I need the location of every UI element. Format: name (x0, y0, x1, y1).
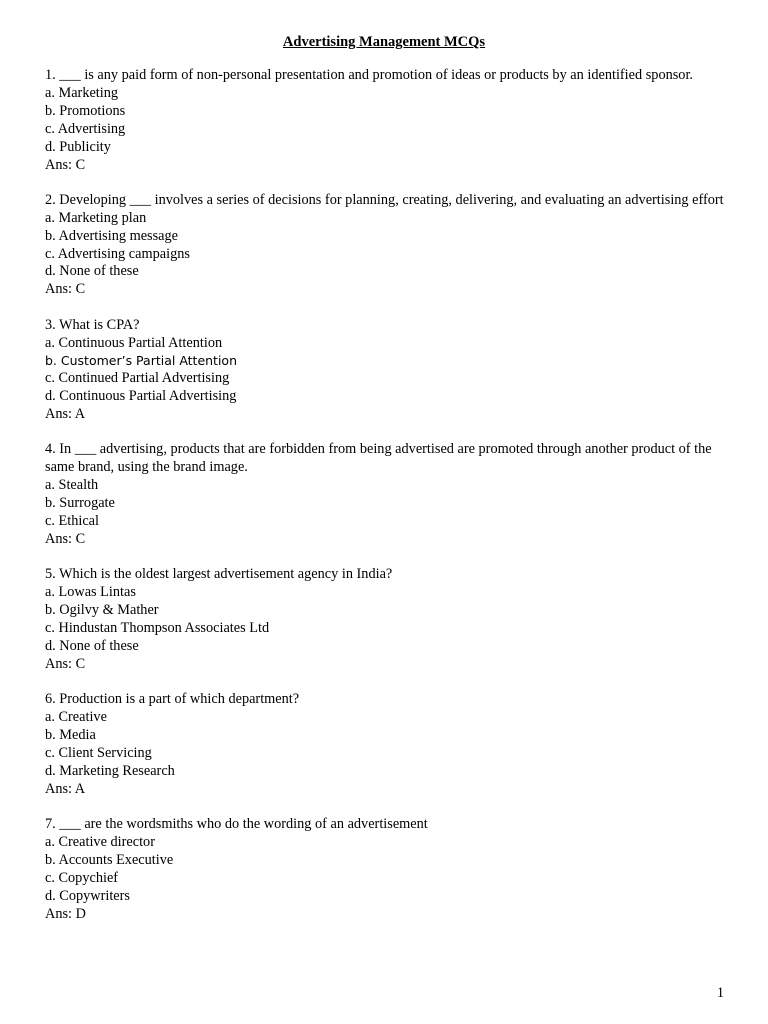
answer-text: Ans: C (45, 531, 86, 548)
question-text: 6. Production is a part of which department? (45, 691, 300, 708)
option-b: b. Ogilvy & Mather (45, 602, 159, 619)
option-a: a. Marketing (45, 84, 119, 101)
option-c: c. Hindustan Thompson Associates Ltd (45, 620, 270, 637)
option-d: d. Copywriters (45, 887, 130, 904)
option-c: c. Client Servicing (45, 744, 152, 761)
option-c: c. Continued Partial Advertising (45, 370, 230, 387)
option-a: a. Creative (45, 709, 107, 726)
question-item (45, 691, 725, 798)
question-text: 2. Developing ___ involves a series of decisions for planning, creating, delivering, and evaluating an advertising effort (45, 191, 724, 208)
answer-text: Ans: D (45, 905, 86, 922)
option-a: a. Stealth (45, 477, 99, 494)
question-item (45, 317, 725, 424)
option-d: d. Publicity (45, 138, 111, 155)
option-a: a. Continuous Partial Attention (45, 334, 223, 351)
document-title: Advertising Management MCQs (282, 34, 486, 50)
option-d: d. Continuous Partial Advertising (45, 388, 237, 405)
option-a: a. Marketing plan (45, 209, 147, 226)
question-text: 4. In ___ advertising, products that are forbidden from being advertised are promoted through another product of the same brand, using the brand image. (45, 441, 712, 476)
answer-text: Ans: C (45, 655, 86, 672)
option-a: a. Creative director (45, 833, 155, 850)
option-c: c. Advertising campaigns (45, 245, 190, 262)
option-b: b. Customer’s Partial Attention (45, 353, 238, 369)
option-b: b. Promotions (45, 102, 126, 119)
option-b: b. Surrogate (45, 495, 115, 512)
answer-text: Ans: A (45, 406, 86, 423)
option-a: a. Lowas Lintas (45, 584, 136, 601)
option-d: d. Marketing Research (45, 762, 175, 779)
answer-text: Ans: A (45, 780, 86, 797)
question-text: 3. What is CPA? (45, 316, 140, 333)
option-b: b. Advertising message (45, 227, 179, 244)
option-b: b. Accounts Executive (45, 851, 174, 868)
option-d: d. None of these (45, 637, 139, 654)
option-d: d. None of these (45, 263, 139, 280)
answer-text: Ans: C (45, 281, 86, 298)
question-item (45, 441, 725, 548)
option-c: c. Advertising (45, 120, 126, 137)
question-item (45, 566, 725, 673)
option-c: c. Ethical (45, 513, 99, 530)
option-c: c. Copychief (45, 869, 119, 886)
question-text: 5. Which is the oldest largest advertisement agency in India? (45, 566, 393, 583)
question-text: 1. ___ is any paid form of non-personal presentation and promotion of ideas or products by an identified sponsor. (45, 67, 693, 83)
page-number: 1 (716, 985, 724, 1001)
question-item (45, 192, 725, 299)
question-list (45, 67, 725, 941)
option-b: b. Media (45, 726, 96, 743)
question-text: 7. ___ are the wordsmiths who do the wording of an advertisement (45, 815, 428, 832)
answer-text: Ans: C (45, 156, 86, 173)
question-item (45, 816, 725, 923)
question-item (45, 67, 725, 174)
